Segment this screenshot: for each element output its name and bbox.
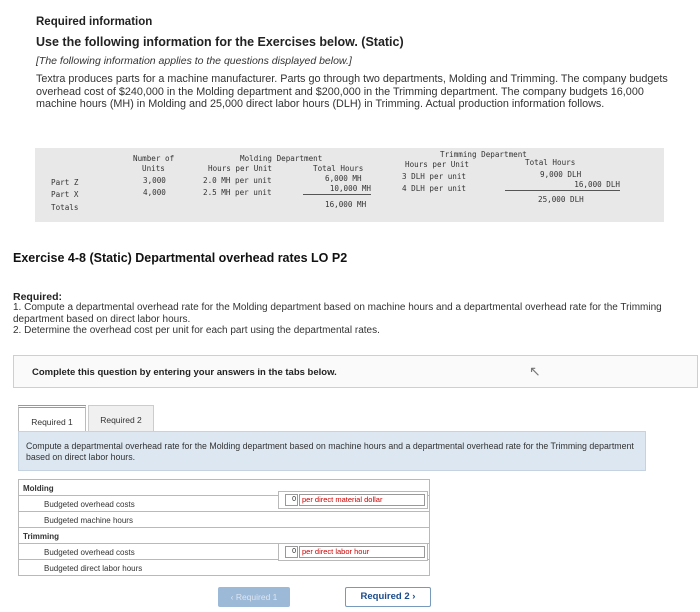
- molding-rate-unit-select[interactable]: per direct material dollar: [299, 494, 425, 506]
- previous-required-button[interactable]: [218, 587, 290, 607]
- required-information-heading: Required information: [36, 16, 153, 28]
- trimming-hours-row: [19, 560, 429, 576]
- trimming-totals: 25,000 DLH: [538, 195, 584, 204]
- trimming-rate-input[interactable]: 0: [285, 546, 298, 558]
- problem-paragraph: Textra produces parts for a machine manufacturer. Parts go through two departments, Molding and Trimming. The company budgets overhead cost of $240,000 in the Molding department and $200,000 in the Trimming department. The company budgets 16,000 machine hours (MH) in Molding and 25,000 direct labor hours (DLH) in Trimming. Actual production information follows.: [36, 73, 668, 110]
- trimming-rate-unit-select[interactable]: per direct labor hour: [299, 546, 425, 558]
- complete-question-banner: [13, 355, 698, 388]
- molding-hours-label: Budgeted machine hours: [44, 516, 133, 525]
- applies-note: [The following information applies to the questions displayed below.]: [36, 55, 352, 67]
- trimming-header: Trimming Department: [440, 150, 527, 159]
- instruction-text: Compute a departmental overhead rate for the Molding department based on machine hours and a departmental overhead rate for the Trimming department based on direct labor hours.: [26, 441, 634, 462]
- tab-required-2[interactable]: Required 2: [88, 405, 154, 431]
- molding-hours-row: [19, 512, 429, 528]
- trimming-rate-part-z: 3 DLH per unit: [402, 172, 467, 181]
- requirement-1: 1. Compute a departmental overhead rate for the Molding department based on machine hours and a departmental overhead rate for the Trimming department based on direct labor hours.: [13, 302, 662, 325]
- next-required-button[interactable]: [345, 587, 431, 607]
- trimming-rate-cell: [278, 543, 428, 561]
- molding-total-header: Total Hours: [313, 164, 364, 173]
- units-part-z: 3,000: [143, 176, 166, 185]
- trimming-total-header: Total Hours: [525, 158, 576, 167]
- units-header-2: Units: [142, 164, 165, 173]
- mouse-cursor-icon: ↖: [529, 363, 541, 379]
- chevron-left-icon: ‹: [230, 592, 234, 602]
- trimming-rate-part-x: 4 DLH per unit: [402, 184, 467, 193]
- molding-rate-cell: [278, 491, 428, 509]
- trimming-total-part-x: 16,000 DLH: [505, 180, 620, 191]
- molding-hours-header: Hours per Unit: [208, 164, 273, 173]
- required-label: Required:: [13, 291, 63, 303]
- exercise-title: Exercise 4-8 (Static) Departmental overhead rates LO P2: [13, 251, 348, 265]
- production-data-table: [35, 148, 664, 222]
- molding-section-label: Molding: [23, 484, 54, 493]
- trimming-hours-label: Budgeted direct labor hours: [44, 564, 143, 573]
- molding-rate-part-x: 2.5 MH per unit: [203, 188, 272, 197]
- molding-header: Molding Department: [240, 154, 323, 163]
- row-label-part-x: Part X: [51, 190, 79, 199]
- instruction-panel: [18, 431, 646, 471]
- row-label-part-z: Part Z: [51, 178, 79, 187]
- trimming-section-label: Trimming: [23, 532, 60, 541]
- molding-rate-input[interactable]: 0: [285, 494, 298, 506]
- units-header-1: Number of: [133, 154, 175, 163]
- requirement-2: 2. Determine the overhead cost per unit for each part using the departmental rates.: [13, 325, 380, 336]
- tab-required-1[interactable]: Required 1: [18, 405, 86, 431]
- molding-total-part-z: 6,000 MH: [325, 174, 362, 183]
- molding-total-part-x: 10,000 MH: [303, 184, 371, 195]
- molding-costs-label: Budgeted overhead costs: [44, 500, 135, 509]
- totals-label: Totals: [51, 203, 79, 212]
- previous-button-label: Required 1: [235, 592, 278, 602]
- trimming-costs-label: Budgeted overhead costs: [44, 548, 135, 557]
- next-button-label: Required 2: [360, 591, 410, 602]
- trimming-hours-header: Hours per Unit: [405, 160, 470, 169]
- molding-totals: 16,000 MH: [325, 200, 367, 209]
- molding-rate-part-z: 2.0 MH per unit: [203, 176, 272, 185]
- complete-question-text: Complete this question by entering your answers in the tabs below.: [32, 367, 337, 378]
- requirements-text: [13, 302, 698, 337]
- chevron-right-icon: ›: [412, 591, 416, 602]
- use-info-heading: Use the following information for the Exercises below. (Static): [36, 35, 404, 49]
- trimming-total-part-z: 9,000 DLH: [540, 170, 582, 179]
- units-part-x: 4,000: [143, 188, 166, 197]
- trimming-section-row: [19, 528, 429, 544]
